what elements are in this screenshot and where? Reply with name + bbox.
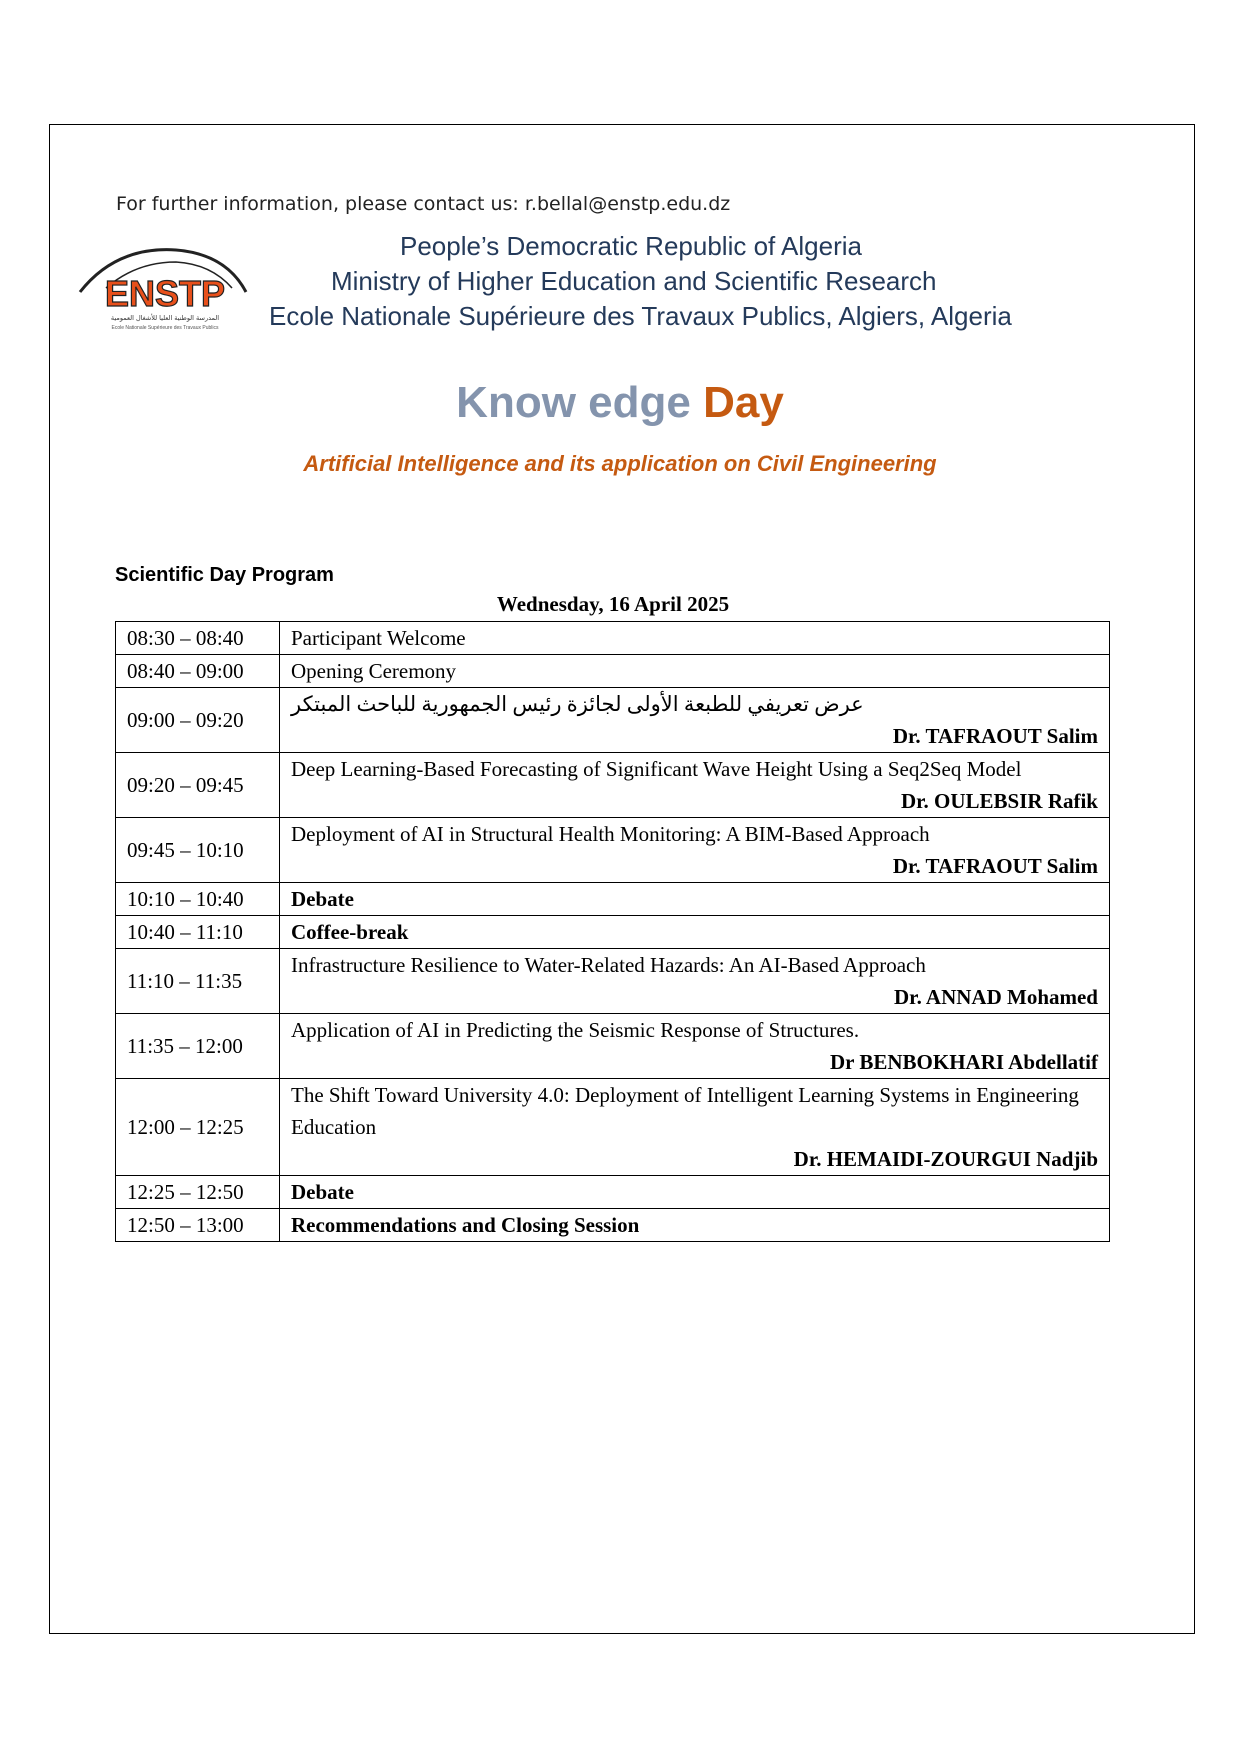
time-cell: 09:20 – 09:45	[116, 753, 280, 818]
speaker-name: Dr BENBOKHARI Abdellatif	[830, 1050, 1098, 1074]
table-row	[116, 916, 1110, 949]
session-cell	[280, 688, 1110, 753]
speaker-name: Dr. TAFRAOUT Salim	[892, 724, 1098, 748]
event-subtitle: Artificial Intelligence and its application on Civil Engineering	[303, 451, 937, 476]
session-title: Debate	[280, 1176, 1110, 1209]
time-cell: 08:40 – 09:00	[116, 655, 280, 688]
session-title: Debate	[280, 883, 1110, 916]
program-table	[115, 621, 1110, 1242]
session-cell	[280, 753, 1110, 818]
session-cell	[280, 818, 1110, 883]
time-cell: 12:00 – 12:25	[116, 1079, 280, 1176]
session-title: Infrastructure Resilience to Water-Related Hazards: An AI-Based Approach	[291, 953, 926, 977]
time-cell: 10:10 – 10:40	[116, 883, 280, 916]
institution-header	[262, 229, 1240, 334]
table-row	[116, 688, 1110, 753]
table-row	[116, 1176, 1110, 1209]
time-cell: 12:50 – 13:00	[116, 1209, 280, 1242]
speaker-name: Dr. TAFRAOUT Salim	[892, 854, 1098, 878]
table-row	[116, 655, 1110, 688]
session-title: Participant Welcome	[280, 622, 1110, 655]
table-row	[116, 753, 1110, 818]
header-line-ministry: Ministry of Higher Education and Scientific Research	[331, 266, 937, 296]
session-cell	[280, 1079, 1110, 1176]
session-title: Coffee-break	[280, 916, 1110, 949]
event-title-part1: Know edge	[456, 378, 691, 427]
table-row	[116, 818, 1110, 883]
program-heading: Scientific Day Program	[115, 564, 334, 586]
logo-text: ENSTP	[104, 273, 226, 314]
event-title	[0, 378, 1240, 428]
table-row	[116, 1079, 1110, 1176]
time-cell: 11:35 – 12:00	[116, 1014, 280, 1079]
table-row	[116, 949, 1110, 1014]
time-cell: 10:40 – 11:10	[116, 916, 280, 949]
table-row	[116, 1209, 1110, 1242]
contact-line: For further information, please contact us: r.bellal@enstp.edu.dz	[116, 193, 731, 215]
session-title: عرض تعريفي للطبعة الأولى لجائزة رئيس الجمهورية للباحث المبتكر	[291, 692, 864, 716]
session-title: Recommendations and Closing Session	[280, 1209, 1110, 1242]
session-title: Application of AI in Predicting the Seismic Response of Structures.	[291, 1018, 860, 1042]
program-date: Wednesday, 16 April 2025	[496, 592, 730, 616]
enstp-logo	[76, 244, 254, 334]
session-title: The Shift Toward University 4.0: Deployment of Intelligent Learning Systems in Engineering Education	[291, 1083, 1079, 1139]
session-title: Deployment of AI in Structural Health Monitoring: A BIM-Based Approach	[291, 822, 930, 846]
time-cell: 09:45 – 10:10	[116, 818, 280, 883]
table-row	[116, 622, 1110, 655]
session-cell	[280, 949, 1110, 1014]
time-cell: 08:30 – 08:40	[116, 622, 280, 655]
session-cell	[280, 1014, 1110, 1079]
session-title: Opening Ceremony	[280, 655, 1110, 688]
speaker-name: Dr. HEMAIDI-ZOURGUI Nadjib	[793, 1147, 1098, 1171]
logo-arabic: المدرسة الوطنية العليا للأشغال العمومية	[110, 314, 220, 322]
header-line-republic: People’s Democratic Republic of Algeria	[400, 231, 862, 261]
time-cell: 12:25 – 12:50	[116, 1176, 280, 1209]
header-line-school: Ecole Nationale Supérieure des Travaux Publics, Algiers, Algeria	[269, 301, 1012, 331]
session-title: Deep Learning-Based Forecasting of Significant Wave Height Using a Seq2Seq Model	[291, 757, 1022, 781]
table-row	[116, 883, 1110, 916]
time-cell: 09:00 – 09:20	[116, 688, 280, 753]
logo-caption: Ecole Nationale Supérieure des Travaux Publics	[111, 325, 219, 331]
time-cell: 11:10 – 11:35	[116, 949, 280, 1014]
speaker-name: Dr. ANNAD Mohamed	[894, 985, 1098, 1009]
speaker-name: Dr. OULEBSIR Rafik	[900, 789, 1098, 813]
event-title-part2: Day	[703, 378, 784, 427]
table-row	[116, 1014, 1110, 1079]
